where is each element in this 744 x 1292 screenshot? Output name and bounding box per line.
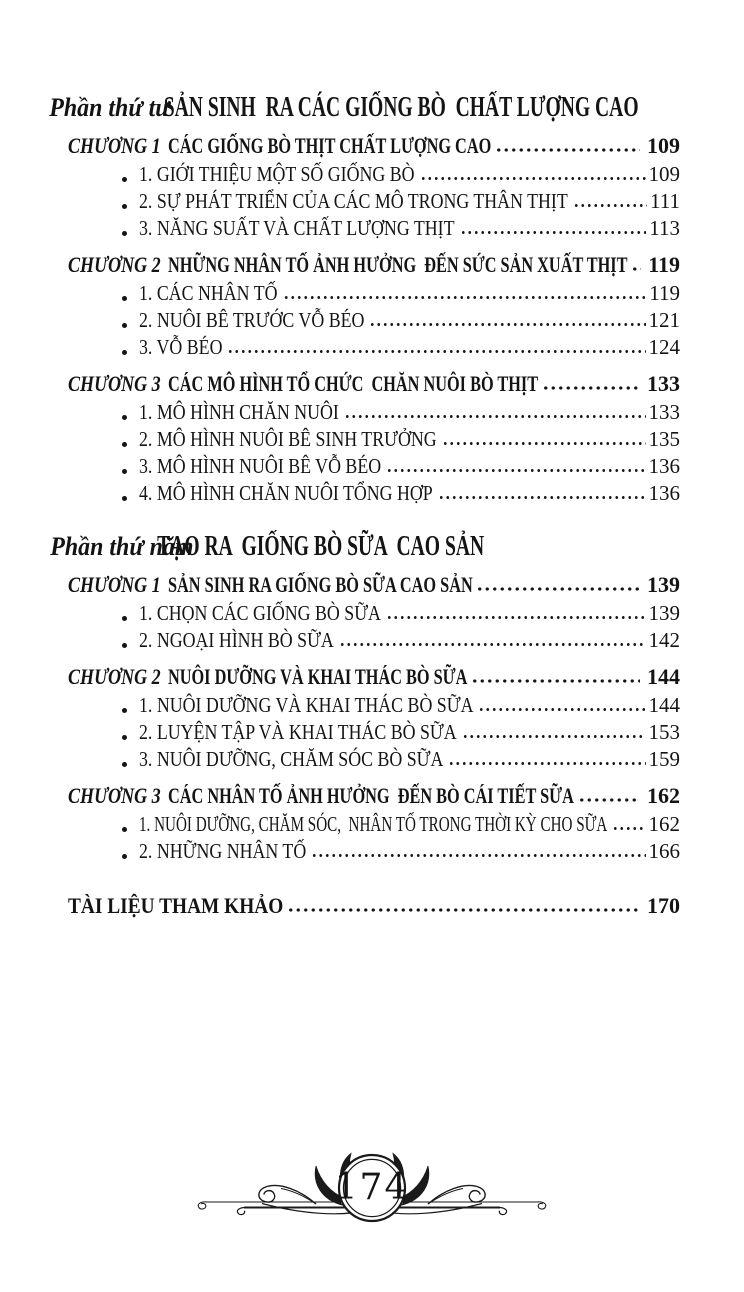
bullet-icon xyxy=(122,827,127,832)
item-title: 3. NUÔI DƯỠNG, CHĂM SÓC BÒ SỮA xyxy=(139,747,444,771)
chapter-list xyxy=(68,131,680,507)
bullet-icon xyxy=(122,323,127,328)
chapter-items xyxy=(68,600,680,654)
chapter-page-number: 162 xyxy=(647,783,680,808)
toc-part xyxy=(48,90,680,507)
dot-leader xyxy=(612,826,645,831)
chapter-label: CHƯƠNG 1 xyxy=(68,572,161,597)
bullet-icon xyxy=(122,415,127,420)
item-page-number: 162 xyxy=(648,812,680,836)
dot-leader xyxy=(476,586,640,592)
bullet-icon xyxy=(122,616,127,621)
item-title: 2. NUÔI BÊ TRƯỚC VỖ BÉO xyxy=(139,308,365,332)
toc-item-row xyxy=(68,334,680,361)
dot-leader xyxy=(573,203,647,208)
bullet-icon xyxy=(122,854,127,859)
dot-leader xyxy=(283,295,647,300)
chapter-list xyxy=(68,570,680,865)
bullet-icon xyxy=(122,469,127,474)
chapter-page-number: 144 xyxy=(647,664,680,689)
toc-part xyxy=(49,529,680,865)
toc-item-row xyxy=(68,215,680,242)
toc-chapter xyxy=(68,781,680,865)
bullet-icon xyxy=(122,708,127,713)
dot-leader xyxy=(420,176,646,181)
item-page-number: 111 xyxy=(650,189,680,213)
toc-item-row xyxy=(68,280,680,307)
dot-leader xyxy=(495,147,640,153)
toc-item-row xyxy=(68,453,680,480)
bullet-icon xyxy=(122,442,127,447)
page-footer xyxy=(192,1140,552,1234)
references-page-number: 170 xyxy=(647,893,680,918)
item-title: 2. NGOẠI HÌNH BÒ SỮA xyxy=(139,628,334,652)
dot-leader xyxy=(339,642,646,647)
chapter-page-number: 109 xyxy=(647,133,680,158)
chapter-page-number: 139 xyxy=(647,572,680,597)
dot-leader xyxy=(287,907,640,913)
toc-chapter xyxy=(68,369,680,507)
item-page-number: 133 xyxy=(648,400,680,424)
references-title: TÀI LIỆU THAM KHẢO xyxy=(68,893,284,918)
toc-item-row xyxy=(68,838,680,865)
toc-item-row xyxy=(68,426,680,453)
toc-item-row xyxy=(68,480,680,507)
item-title: 1. NUÔI DƯỠNG, CHĂM SÓC, NHÂN TỐ TRONG THỜI KỲ CHO SỮA xyxy=(139,812,608,836)
item-page-number: 166 xyxy=(648,839,680,863)
chapter-items xyxy=(68,161,680,242)
item-title: 2. SỰ PHÁT TRIỂN CỦA CÁC MÔ TRONG THÂN THỊT xyxy=(139,189,568,213)
item-title: 3. MÔ HÌNH NUÔI BÊ VỖ BÉO xyxy=(139,454,382,478)
item-title: 2. MÔ HÌNH NUÔI BÊ SINH TRƯỞNG xyxy=(139,427,437,451)
chapter-label: CHƯƠNG 1 xyxy=(68,133,161,158)
item-title: 1. GIỚI THIỆU MỘT SỐ GIỐNG BÒ xyxy=(139,162,415,186)
toc-item-row xyxy=(68,161,680,188)
toc-chapter-row xyxy=(68,131,680,161)
dot-leader xyxy=(442,441,646,446)
item-title: 3. VỖ BÉO xyxy=(139,335,223,359)
chapter-label: CHƯƠNG 3 xyxy=(68,371,161,396)
dot-leader xyxy=(438,495,646,500)
toc-item-row xyxy=(68,188,680,215)
dot-leader xyxy=(631,266,641,272)
table-of-contents xyxy=(48,90,680,921)
item-page-number: 144 xyxy=(648,693,680,717)
toc-item-row xyxy=(68,692,680,719)
item-title: 2. NHỮNG NHÂN TỐ xyxy=(139,839,307,863)
item-title: 3. NĂNG SUẤT VÀ CHẤT LƯỢNG THỊT xyxy=(139,216,455,240)
bullet-icon xyxy=(122,735,127,740)
item-page-number: 121 xyxy=(648,308,680,332)
dot-leader xyxy=(448,761,645,766)
chapter-items xyxy=(68,280,680,361)
toc-item-row xyxy=(68,719,680,746)
chapter-title: CÁC NHÂN TỐ ẢNH HƯỞNG ĐẾN BÒ CÁI TIẾT SỮA xyxy=(167,783,574,808)
part-label: Phần thứ tư xyxy=(48,93,170,122)
bullet-icon xyxy=(122,204,127,209)
item-title: 1. CÁC NHÂN TỐ xyxy=(139,281,278,305)
chapter-page-number: 119 xyxy=(648,252,680,277)
references-row xyxy=(68,891,680,921)
toc-chapter-row xyxy=(68,369,680,399)
dot-leader xyxy=(578,797,640,803)
dot-leader xyxy=(386,615,646,620)
item-page-number: 109 xyxy=(648,162,680,186)
item-page-number: 153 xyxy=(648,720,680,744)
item-page-number: 119 xyxy=(649,281,680,305)
bullet-icon xyxy=(122,762,127,767)
bullet-icon xyxy=(122,177,127,182)
ornament-flourish-icon xyxy=(192,1140,552,1234)
chapter-items xyxy=(68,692,680,773)
toc-item-row xyxy=(68,811,680,838)
item-page-number: 139 xyxy=(648,601,680,625)
chapter-items xyxy=(68,811,680,865)
toc-item-row xyxy=(68,307,680,334)
toc-chapter xyxy=(68,570,680,654)
toc-chapter xyxy=(68,131,680,242)
toc-chapter-row xyxy=(68,250,680,280)
dot-leader xyxy=(311,853,645,858)
chapter-page-number: 133 xyxy=(647,371,680,396)
item-page-number: 136 xyxy=(648,454,680,478)
chapter-title: CÁC GIỐNG BÒ THỊT CHẤT LƯỢNG CAO xyxy=(167,133,491,158)
dot-leader xyxy=(462,734,646,739)
toc-item-row xyxy=(68,399,680,426)
toc-chapter-row xyxy=(68,781,680,811)
bullet-icon xyxy=(122,296,127,301)
part-title: SẢN SINH RA CÁC GIỐNG BÒ CHẤT LƯỢNG CAO xyxy=(163,92,639,123)
bullet-icon xyxy=(122,231,127,236)
toc-chapter xyxy=(68,250,680,361)
page-number: 174 xyxy=(334,1167,410,1208)
toc-chapter xyxy=(68,662,680,773)
chapter-title: NUÔI DƯỠNG VÀ KHAI THÁC BÒ SỮA xyxy=(167,664,468,689)
chapter-title: CÁC MÔ HÌNH TỔ CHỨC CHĂN NUÔI BÒ THỊT xyxy=(167,371,538,396)
item-page-number: 159 xyxy=(648,747,680,771)
toc-item-row xyxy=(68,746,680,773)
toc-item-row xyxy=(68,627,680,654)
item-page-number: 136 xyxy=(648,481,680,505)
toc-chapter-row xyxy=(68,570,680,600)
dot-leader xyxy=(369,322,645,327)
toc-chapter-row xyxy=(68,662,680,692)
item-page-number: 142 xyxy=(648,628,680,652)
dot-leader xyxy=(386,468,645,473)
item-title: 2. LUYỆN TẬP VÀ KHAI THÁC BÒ SỮA xyxy=(139,720,457,744)
item-title: 1. NUÔI DƯỠNG VÀ KHAI THÁC BÒ SỮA xyxy=(139,693,474,717)
chapter-title: NHỮNG NHÂN TỐ ẢNH HƯỞNG ĐẾN SỨC SẢN XUẤT THỊT xyxy=(167,252,628,277)
part-title: TẠO RA GIỐNG BÒ SỮA CAO SẢN xyxy=(157,531,485,562)
item-page-number: 135 xyxy=(648,427,680,451)
item-title: 1. MÔ HÌNH CHĂN NUÔI xyxy=(139,400,339,424)
dot-leader xyxy=(460,230,647,235)
item-page-number: 113 xyxy=(649,216,680,240)
dot-leader xyxy=(344,414,646,419)
item-page-number: 124 xyxy=(648,335,680,359)
chapter-label: CHƯƠNG 2 xyxy=(68,252,161,277)
dot-leader xyxy=(542,385,640,391)
bullet-icon xyxy=(122,350,127,355)
chapter-label: CHƯƠNG 3 xyxy=(68,783,161,808)
item-title: 4. MÔ HÌNH CHĂN NUÔI TỔNG HỢP xyxy=(139,481,433,505)
bullet-icon xyxy=(122,496,127,501)
chapter-label: CHƯƠNG 2 xyxy=(68,664,161,689)
item-title: 1. CHỌN CÁC GIỐNG BÒ SỮA xyxy=(139,601,381,625)
toc-item-row xyxy=(68,600,680,627)
chapter-title: SẢN SINH RA GIỐNG BÒ SỮA CAO SẢN xyxy=(167,572,473,597)
dot-leader xyxy=(227,349,645,354)
chapter-items xyxy=(68,399,680,507)
dot-leader xyxy=(478,707,645,712)
bullet-icon xyxy=(122,643,127,648)
dot-leader xyxy=(471,678,640,684)
part-label: Phần thứ năm xyxy=(49,532,194,561)
